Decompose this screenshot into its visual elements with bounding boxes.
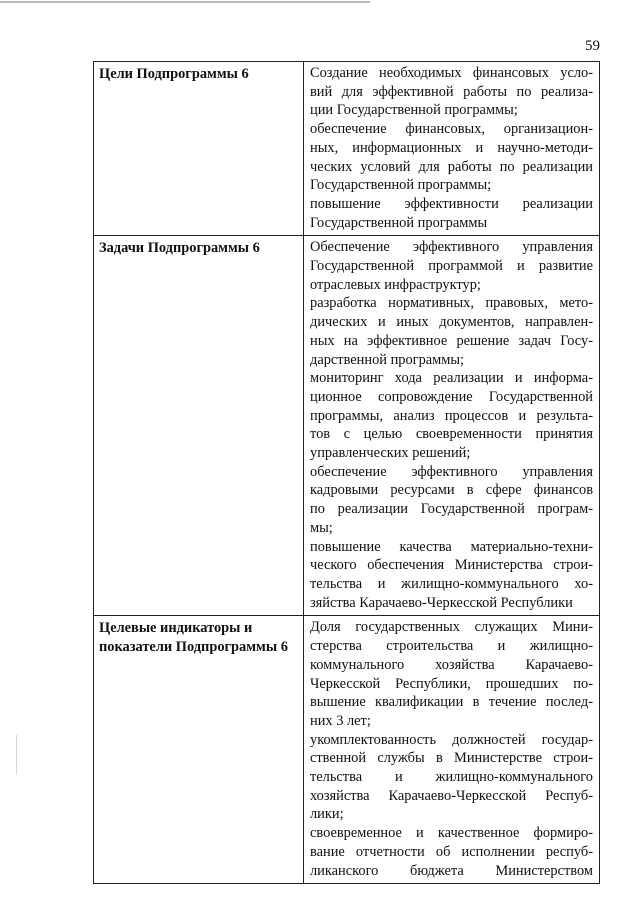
row-value-goals — [304, 62, 600, 236]
row-value-line: хозяйства Карачаево-Черкесской Респуб- — [310, 787, 593, 804]
row-value-line: ционное сопровождение Государственной — [310, 388, 593, 405]
row-value-line: своевременное и качественное формиро- — [310, 825, 593, 842]
row-value-line: вий для эффективной работы по реализа- — [310, 83, 593, 100]
row-value-line: программы, анализ процессов и результа- — [310, 407, 593, 424]
row-value-line: разработка нормативных, правовых, мето- — [310, 295, 593, 312]
page-number: 59 — [585, 38, 600, 54]
row-value-line: дических и иных документов, направлен- — [310, 314, 593, 331]
row-label-line: Цели Подпрограммы 6 — [99, 66, 249, 82]
row-value-line: отраслевых инфраструктур; — [310, 276, 481, 293]
row-value-line: дарственной программы; — [310, 351, 465, 368]
row-value-line: тов с целью своевременности принятия — [310, 426, 593, 443]
row-label-indicators — [94, 616, 304, 884]
row-value-line: повышение качества материально-техни- — [310, 538, 593, 555]
row-value-line: обеспечение эффективного управления — [310, 463, 593, 480]
row-value-line: укомплектованность должностей государ- — [310, 731, 593, 748]
row-value-line: тельства и жилищно-коммунального — [310, 769, 593, 786]
row-value-line: стерства строительства и жилищно- — [310, 638, 593, 655]
row-value-indicators — [304, 616, 600, 884]
row-value-line: тельства и жилищно-коммунального хо- — [310, 575, 593, 592]
row-value-line: зяйства Карачаево-Черкесской Республики — [310, 594, 573, 611]
row-value-line: лики; — [310, 806, 344, 823]
row-value-line: коммунального хозяйства Карачаево- — [310, 656, 593, 673]
row-value-line: ческих условий для работы по реализации — [310, 158, 593, 175]
table-row-indicators — [94, 616, 600, 884]
row-label-line: Задачи Подпрограммы 6 — [99, 240, 260, 257]
row-value-line: кадровыми ресурсами в сфере финансов — [310, 482, 593, 499]
row-value-line: Государственной программой и развитие — [310, 258, 593, 275]
row-value-line: повышение эффективности реализации — [310, 195, 593, 212]
row-value-line: Государственной программы; — [310, 177, 492, 194]
row-value-line: по реализации Государственной програм- — [310, 501, 593, 518]
row-value-line: мы; — [310, 519, 333, 536]
table-row-tasks — [94, 236, 600, 616]
table-row-goals — [94, 62, 600, 236]
row-value-line: ных, информационных и научно-методи- — [310, 139, 593, 156]
subprogram-table — [93, 61, 600, 884]
top-edge-line — [0, 1, 370, 3]
row-label-line: показатели Подпрограммы 6 — [99, 639, 288, 656]
row-label-goals — [94, 62, 304, 236]
row-value-line: вышение квалификации в течение послед- — [310, 694, 593, 711]
row-value-line: ственной службы в Министерстве строи- — [310, 750, 593, 767]
row-label-tasks — [94, 236, 304, 616]
row-label-line: Целевые индикаторы и — [99, 620, 253, 637]
row-value-line: Доля государственных служащих Мини- — [310, 619, 593, 636]
row-value-line: ликанского бюджета Министерством — [310, 862, 593, 879]
row-value-line: них 3 лет; — [310, 712, 371, 729]
row-value-line: Черкесской Республики, прошедших по- — [310, 675, 593, 692]
row-value-line: вание отчетности об исполнении респуб- — [310, 843, 593, 860]
scan-margin-mark — [16, 735, 17, 775]
row-value-line: обеспечение финансовых, организацион- — [310, 121, 593, 138]
row-value-line: мониторинг хода реализации и информа- — [310, 370, 593, 387]
row-value-tasks — [304, 236, 600, 616]
row-value-line: ческого обеспечения Министерства строи- — [310, 557, 593, 574]
row-value-line: Создание необходимых финансовых усло- — [310, 65, 593, 81]
row-value-line: Государственной программы — [310, 214, 488, 231]
row-value-line: ных на эффективное решение задач Госу- — [310, 332, 593, 349]
row-value-line: ции Государственной программы; — [310, 102, 518, 119]
row-value-line: Обеспечение эффективного управления — [310, 239, 593, 256]
row-value-line: управленческих решений; — [310, 445, 471, 462]
